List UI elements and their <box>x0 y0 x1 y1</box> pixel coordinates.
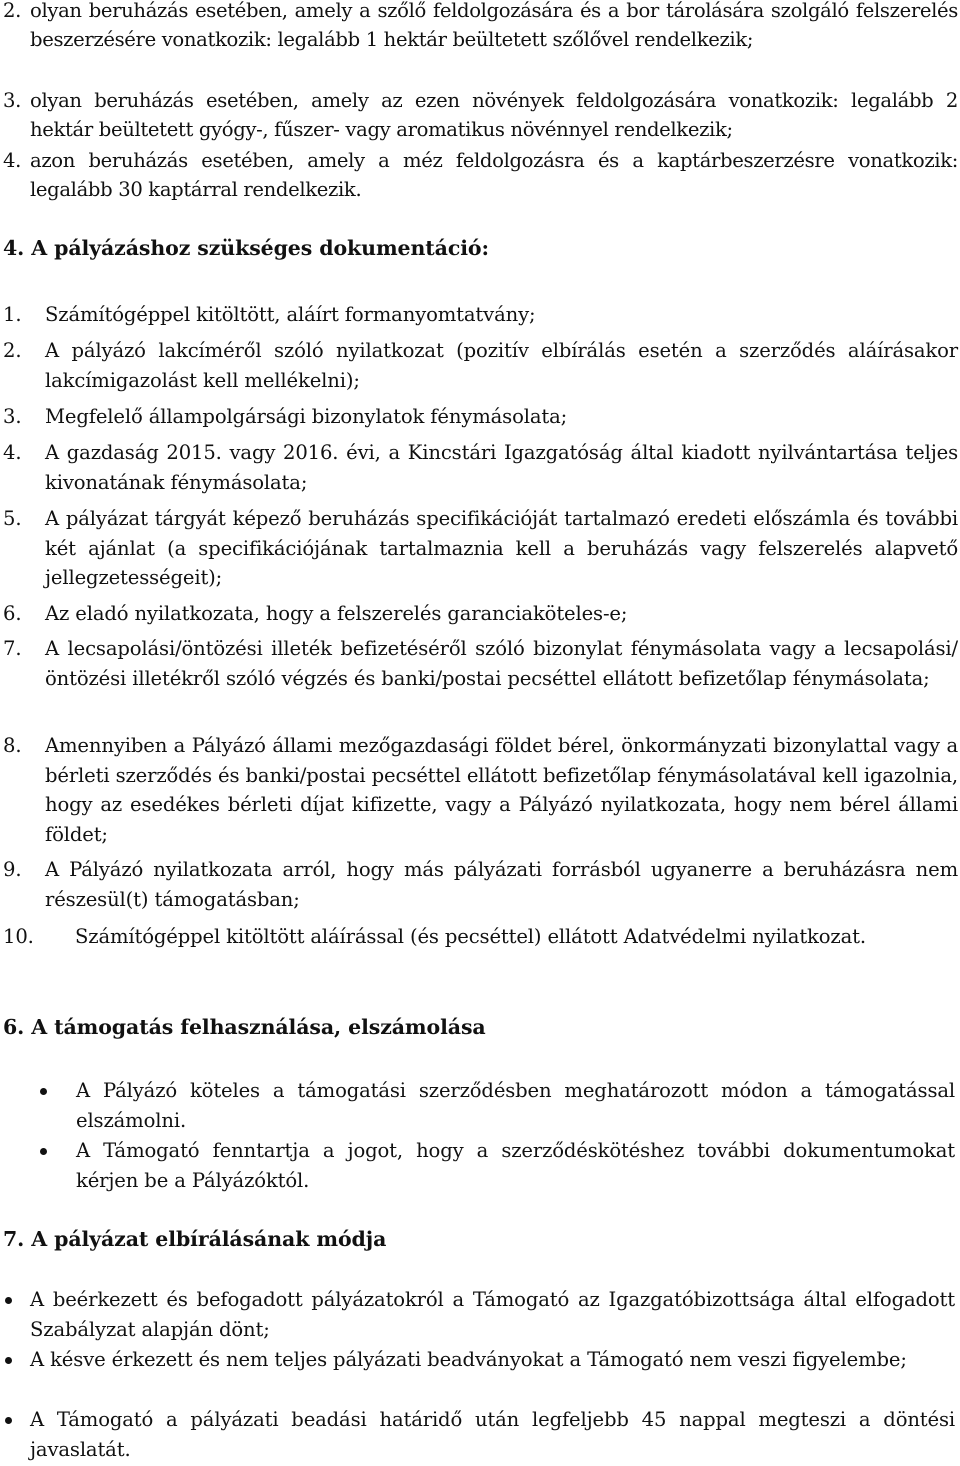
list-item-text: azon beruházás esetében, amely a méz feldolgozásra és a kaptárbeszerzésre vonatkozik: legalább 30 kaptárral rendelkezik. <box>30 149 958 201</box>
list-item <box>3 438 958 498</box>
list-item <box>3 86 958 146</box>
bullet-item: A Támogató a pályázati beadási határidő után legfeljebb 45 nappal megteszi a döntési javaslatát. <box>30 1408 955 1461</box>
list-item-number: 4. <box>3 441 22 464</box>
section-heading-6: 6. A támogatás felhasználása, elszámolása <box>3 1015 486 1039</box>
list-item-text: Amennyiben a Pályázó állami mezőgazdasági földet bérel, önkormányzati bizonylattal vagy a bérleti szerződés és banki/postai pecséttel ellátott befizetőlap fénymásolatával kell igazolnia, hogy az esedékes bérleti díjat kifizette, vagy a Pályázó nyilatkozata, hogy nem bérel állami földet; <box>45 734 958 846</box>
list-item-number: 3. <box>3 405 22 428</box>
bullet-icon <box>40 1148 47 1155</box>
list-item <box>3 504 958 594</box>
list-item-number: 8. <box>3 734 22 757</box>
bullet-icon <box>40 1088 47 1095</box>
bullet-icon <box>5 1417 12 1424</box>
list-item-text: olyan beruházás esetében, amely az ezen növények feldolgozására vonatkozik: legalább 2 hektár beültetett gyógy-, fűszer- vagy aromatikus növénnyel rendelkezik; <box>30 89 958 141</box>
list-item-number: 9. <box>3 858 22 881</box>
list-item <box>3 300 955 330</box>
list-item <box>3 0 958 86</box>
list-item-number: 3. <box>3 89 21 112</box>
list-item-number: 10. <box>3 925 34 948</box>
list-item-text: Számítógéppel kitöltött, aláírt formanyomtatvány; <box>45 303 536 326</box>
list-item <box>3 599 955 629</box>
list-item-text: A gazdaság 2015. vagy 2016. évi, a Kincstári Igazgatóság által kiadott nyilvántartása teljes kivonatának fénymásolata; <box>45 441 958 494</box>
list-item <box>3 634 958 724</box>
list-item-text: A pályázat tárgyát képező beruházás specifikációját tartalmazó eredeti előszámla és további két ajánlat (a specifikációjának tartalmaznia kell a beruházás vagy felszerelés alapvető jellegzetességeit); <box>45 507 958 589</box>
list-item-text: olyan beruházás esetében, amely a szőlő feldolgozására és a bor tárolására szolgáló felszerelés beszerzésére vonatkozik: legalább 1 hektár beültetett szőlővel rendelkezik; <box>30 0 958 51</box>
section-heading-documentation: 4. A pályázáshoz szükséges dokumentáció: <box>3 236 489 260</box>
list-item-number: 5. <box>3 507 22 530</box>
list-item-text: A lecsapolási/öntözési illeték befizetéséről szóló bizonylat fénymásolata vagy a lecsapolási/öntözési illetékről szóló végzés és banki/postai pecséttel ellátott befizetőlap fénymásolata; <box>45 637 958 690</box>
list-item-text: Az eladó nyilatkozata, hogy a felszerelés garanciaköteles-e; <box>45 602 628 625</box>
list-item-text: Számítógéppel kitöltött aláírással (és pecséttel) ellátott Adatvédelmi nyilatkozat. <box>75 925 866 948</box>
list-item <box>3 922 955 952</box>
list-item <box>3 146 958 206</box>
list-item-number: 7. <box>3 637 22 660</box>
bullet-item: A késve érkezett és nem teljes pályázati beadványokat a Támogató nem veszi figyelembe; <box>30 1348 907 1371</box>
list-item <box>3 402 955 432</box>
list-item-text: Megfelelő állampolgársági bizonylatok fénymásolata; <box>45 405 568 428</box>
list-item <box>3 336 958 396</box>
bullet-item: A beérkezett és befogadott pályázatokról a Támogató az Igazgatóbizottsága által elfogadott Szabályzat alapján dönt; <box>30 1288 955 1341</box>
list-item-text: A pályázó lakcíméről szóló nyilatkozat (pozitív elbírálás esetén a szerződés aláírásakor lakcímigazolást kell mellékelni); <box>45 339 958 392</box>
list-item <box>3 731 958 851</box>
list-item-number: 4. <box>3 149 21 172</box>
section-heading-7: 7. A pályázat elbírálásának módja <box>3 1227 387 1251</box>
list-item-text: A Pályázó nyilatkozata arról, hogy más pályázati forrásból ugyanerre a beruházásra nem részesül(t) támogatásban; <box>45 858 958 911</box>
list-item <box>3 855 958 915</box>
list-item-number: 6. <box>3 602 22 625</box>
bullet-icon <box>5 1357 12 1364</box>
bullet-item: A Pályázó köteles a támogatási szerződésben meghatározott módon a támogatással elszámolni. <box>76 1079 955 1132</box>
bullet-icon <box>5 1297 12 1304</box>
bullet-item: A Támogató fenntartja a jogot, hogy a szerződéskötéshez további dokumentumokat kérjen be a Pályázóktól. <box>76 1139 955 1192</box>
list-item-number: 2. <box>3 339 22 362</box>
list-item-number: 2. <box>3 0 21 22</box>
list-item-number: 1. <box>3 303 22 326</box>
